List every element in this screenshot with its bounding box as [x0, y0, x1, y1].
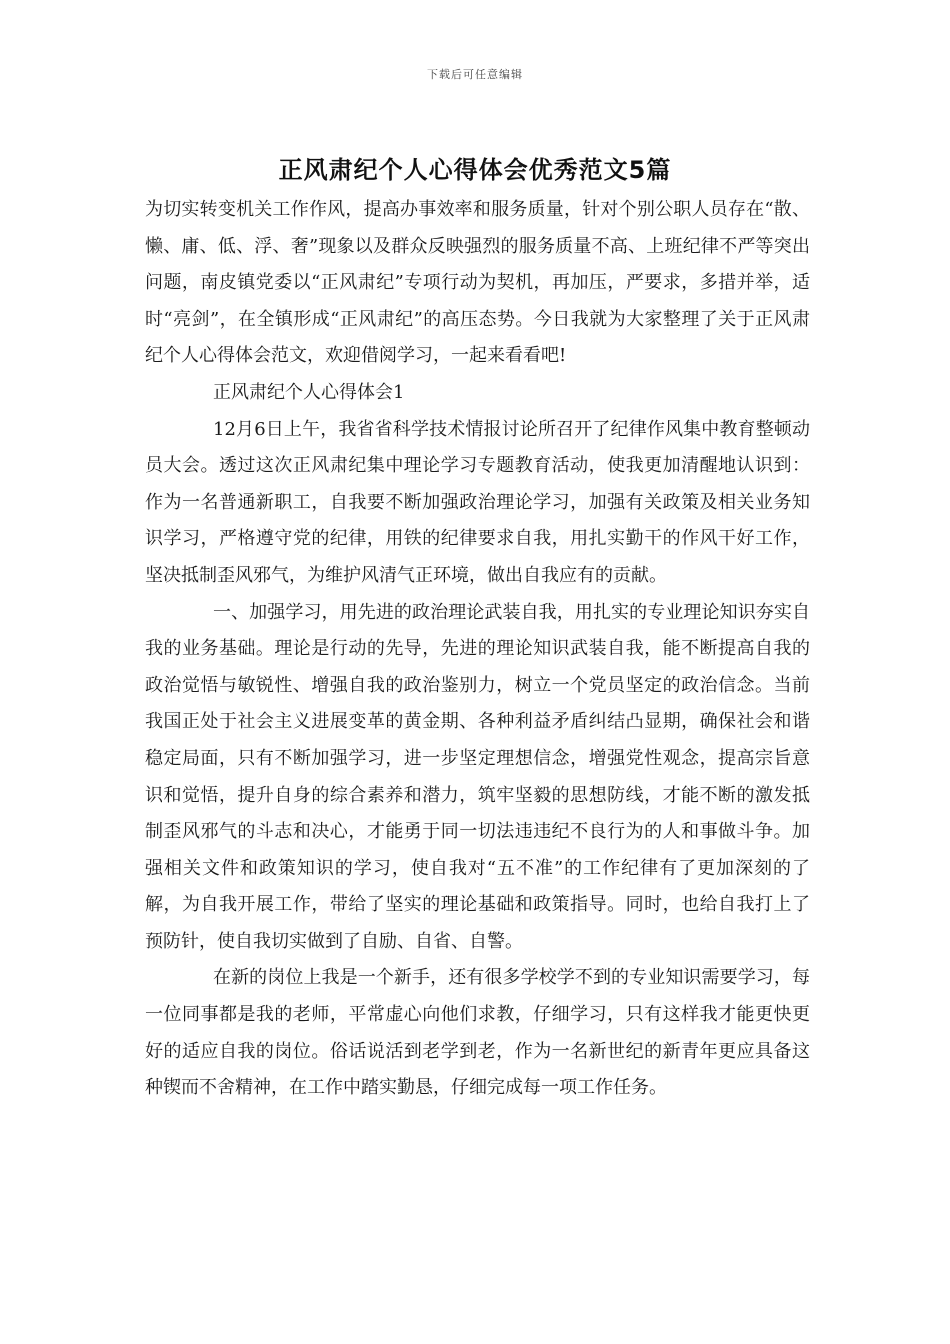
page-header-note: 下载后可任意编辑	[427, 68, 523, 81]
body-paragraph: 在新的岗位上我是一个新手，还有很多学校学不到的专业知识需要学习，每一位同事都是我的老师，平常虚心向他们求教，仔细学习，只有这样我才能更快更好的适应自我的岗位。俗话说活到老学到老，作为一名新世纪的新青年更应具备这种锲而不舍精神，在工作中踏实勤恳，仔细完成每一项工作任务。	[145, 967, 810, 1099]
body-paragraph: 一、加强学习，用先进的政治理论武装自我，用扎实的专业理论知识夯实自我的业务基础。理论是行动的先导，先进的理论知识武装自我，能不断提高自我的政治觉悟与敏锐性、增强自我的政治鉴别力，树立一个党员坚定的政治信念。当前我国正处于社会主义进展变革的黄金期、各种利益矛盾纠结凸显期，确保社会和谐稳定局面，只有不断加强学习，进一步坚定理想信念，增强党性观念，提高宗旨意识和觉悟，提升自身的综合素养和潜力，筑牢坚毅的思想防线，才能不断的激发抵制歪风邪气的斗志和决心，才能勇于同一切法违违纪不良行为的人和事做斗争。加强相关文件和政策知识的学习，使自我对“五不准”的工作纪律有了更加深刻的了解，为自我开展工作，带给了坚实的理论基础和政策指导。同时，也给自我打上了预防针，使自我切实做到了自励、自省、自警。	[145, 601, 810, 952]
intro-paragraph: 为切实转变机关工作作风，提高办事效率和服务质量，针对个别公职人员存在“散、懒、庸、低、浮、奢”现象以及群众反映强烈的服务质量不高、上班纪律不严等突出问题，南皮镇党委以“正风肃纪”专项行动为契机，再加压，严要求，多措并举，适时“亮剑”，在全镇形成“正风肃纪”的高压态势。今日我就为大家整理了关于正风肃纪个人心得体会范文，欢迎借阅学习，一起来看看吧!	[145, 199, 810, 367]
section-heading: 正风肃纪个人心得体会1	[213, 381, 405, 403]
document-body	[145, 192, 810, 1107]
document-title: 正风肃纪个人心得体会优秀范文5篇	[278, 156, 672, 184]
body-paragraph: 12月6日上午，我省省科学技术情报讨论所召开了纪律作风集中教育整顿动员大会。透过这次正风肃纪集中理论学习专题教育活动，使我更加清醒地认识到：作为一名普通新职工，自我要不断加强政治理论学习，加强有关政策及相关业务知识学习，严格遵守党的纪律，用铁的纪律要求自我，用扎实勤干的作风干好工作，坚决抵制歪风邪气，为维护风清气正环境，做出自我应有的贡献。	[145, 418, 810, 586]
